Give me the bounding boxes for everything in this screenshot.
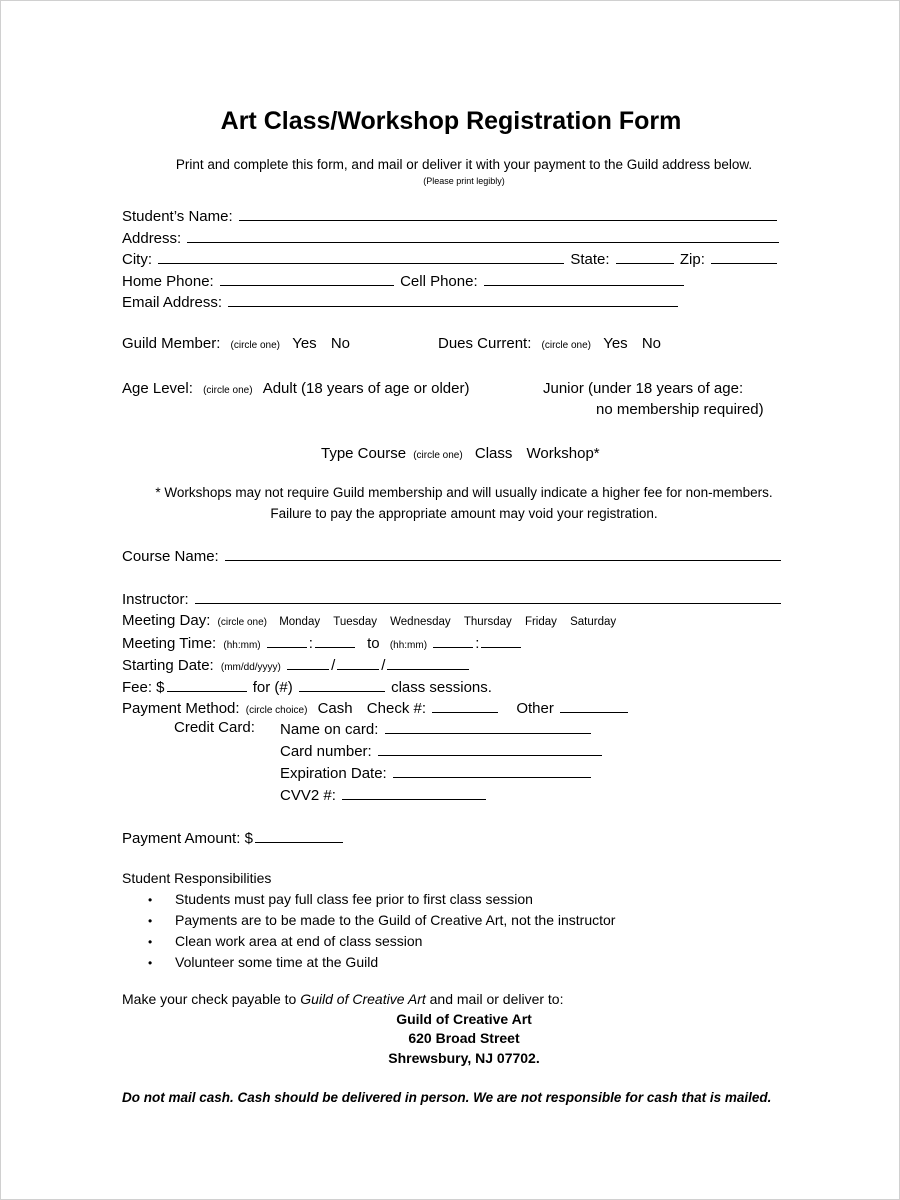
payment-amount-label: Payment Amount: $ — [122, 830, 253, 847]
payment-other-option[interactable]: Other — [516, 700, 554, 717]
age-adult-option[interactable]: Adult (18 years of age or older) — [262, 380, 470, 397]
day-friday[interactable]: Friday — [524, 616, 557, 628]
student-name-field[interactable] — [239, 206, 777, 221]
payable-suffix: and mail or deliver to: — [425, 991, 564, 1007]
payment-check-option[interactable]: Check #: — [366, 700, 426, 717]
start-minute-field[interactable] — [315, 633, 355, 648]
student-name-row — [122, 206, 779, 226]
meeting-day-label: Meeting Day: — [122, 612, 211, 629]
bullet-icon: • — [148, 914, 153, 928]
circle-one-note: (circle one) — [541, 340, 592, 351]
day-saturday[interactable]: Saturday — [570, 616, 617, 628]
age-level-row — [122, 380, 469, 400]
state-label: State: — [570, 251, 610, 268]
instructor-label: Instructor: — [122, 591, 189, 608]
card-name-label: Name on card: — [280, 721, 379, 738]
print-note: (Please print legibly) — [423, 176, 505, 186]
cvv-label: CVV2 #: — [280, 787, 336, 804]
guild-member-row — [122, 335, 350, 355]
list-item: Payments are to be made to the Guild of Creative Art, not the instructor — [175, 912, 616, 928]
city-label: City: — [122, 251, 152, 268]
card-name-field[interactable] — [385, 719, 591, 734]
check-number-field[interactable] — [432, 698, 498, 713]
card-number-field[interactable] — [378, 741, 602, 756]
email-field[interactable] — [228, 292, 678, 307]
other-payment-field[interactable] — [560, 698, 628, 713]
starting-date-row — [122, 655, 471, 677]
start-month-field[interactable] — [287, 655, 329, 670]
workshop-note-2: Failure to pay the appropriate amount may void your registration. — [270, 506, 658, 521]
phone-row — [122, 271, 686, 291]
state-field[interactable] — [616, 249, 674, 264]
day-thursday[interactable]: Thursday — [463, 616, 512, 628]
age-junior-option[interactable]: Junior (under 18 years of age: — [543, 380, 744, 397]
cvv-field[interactable] — [342, 785, 486, 800]
bullet-icon: • — [148, 893, 153, 907]
address-field[interactable] — [187, 228, 779, 243]
bullet-icon: • — [148, 935, 153, 949]
date-format-note: (mm/dd/yyyy) — [220, 662, 281, 673]
time-format-note: (hh:mm) — [223, 640, 261, 651]
expiration-row — [280, 763, 593, 783]
student-name-label: Student’s Name: — [122, 208, 233, 225]
mail-address-line-3: Shrewsbury, NJ 07702. — [388, 1050, 540, 1066]
time-colon: : — [475, 635, 480, 652]
circle-one-note: (circle one) — [217, 617, 268, 628]
card-name-row — [280, 719, 593, 739]
address-label: Address: — [122, 230, 182, 247]
page-title: Art Class/Workshop Registration Form — [220, 107, 682, 135]
payable-name: Guild of Creative Art — [300, 991, 426, 1007]
instructor-field[interactable] — [195, 589, 781, 604]
circle-one-note: (circle one) — [203, 385, 253, 396]
list-item: Students must pay full class fee prior to first class session — [175, 891, 533, 907]
expiration-field[interactable] — [393, 763, 591, 778]
time-to-label: to — [367, 635, 380, 652]
workshop-note-1: * Workshops may not require Guild membership and will usually indicate a higher fee for non-members. — [155, 485, 773, 500]
payment-cash-option[interactable]: Cash — [317, 700, 353, 717]
home-phone-label: Home Phone: — [122, 273, 214, 290]
city-field[interactable] — [158, 249, 564, 264]
payable-prefix: Make your check payable to — [122, 991, 301, 1007]
dues-current-label: Dues Current: — [438, 335, 532, 352]
instructor-row — [122, 589, 783, 609]
payable-line — [122, 991, 563, 1007]
date-slash: / — [381, 657, 386, 674]
end-minute-field[interactable] — [481, 633, 521, 648]
meeting-time-row — [122, 633, 523, 655]
address-row — [122, 228, 781, 248]
zip-label: Zip: — [679, 251, 705, 268]
age-junior-note: no membership required) — [596, 401, 764, 418]
zip-field[interactable] — [711, 249, 777, 264]
cash-warning: Do not mail cash. Cash should be delivered in person. We are not responsible for cash that is mailed. — [122, 1090, 772, 1105]
date-slash: / — [331, 657, 336, 674]
circle-choice-note: (circle choice) — [245, 705, 308, 716]
course-name-row — [122, 546, 783, 566]
age-level-label: Age Level: — [122, 380, 193, 397]
dues-current-row — [438, 335, 661, 355]
email-label: Email Address: — [122, 294, 223, 311]
type-workshop-option[interactable]: Workshop* — [526, 445, 600, 462]
fee-amount-field[interactable] — [167, 677, 247, 692]
day-tuesday[interactable]: Tuesday — [333, 616, 377, 628]
dues-current-no[interactable]: No — [641, 335, 662, 352]
email-row — [122, 292, 680, 312]
meeting-time-label: Meeting Time: — [122, 635, 217, 652]
payment-method-label: Payment Method: — [122, 700, 240, 717]
guild-member-yes[interactable]: Yes — [292, 335, 317, 352]
meeting-day-row — [122, 612, 616, 632]
type-course-row — [321, 445, 600, 465]
card-number-label: Card number: — [280, 743, 372, 760]
fee-for-label: for (#) — [252, 679, 293, 696]
home-phone-field[interactable] — [220, 271, 394, 286]
guild-member-label: Guild Member: — [122, 335, 221, 352]
cvv-row — [280, 785, 488, 805]
circle-one-note: (circle one) — [413, 450, 463, 461]
fee-row — [122, 677, 492, 697]
card-number-row — [280, 741, 604, 761]
mail-address-line-1: Guild of Creative Art — [396, 1011, 532, 1027]
start-hour-field[interactable] — [267, 633, 307, 648]
type-class-option[interactable]: Class — [474, 445, 513, 462]
day-monday[interactable]: Monday — [279, 616, 321, 628]
bullet-icon: • — [148, 956, 153, 970]
time-format-note: (hh:mm) — [389, 640, 428, 651]
start-day-field[interactable] — [337, 655, 379, 670]
session-count-field[interactable] — [299, 677, 385, 692]
payment-amount-row — [122, 828, 345, 848]
fee-sessions-label: class sessions. — [391, 679, 492, 696]
starting-date-label: Starting Date: — [122, 657, 214, 674]
list-item: Clean work area at end of class session — [175, 933, 423, 949]
instructions-text: Print and complete this form, and mail or deliver it with your payment to the Guild address below. — [175, 157, 753, 172]
start-year-field[interactable] — [387, 655, 469, 670]
course-name-field[interactable] — [225, 546, 781, 561]
course-name-label: Course Name: — [122, 548, 219, 565]
cell-phone-field[interactable] — [484, 271, 684, 286]
time-colon: : — [308, 635, 313, 652]
day-wednesday[interactable]: Wednesday — [390, 616, 451, 628]
circle-one-note: (circle one) — [230, 340, 281, 351]
payment-amount-field[interactable] — [255, 828, 343, 843]
credit-card-label[interactable]: Credit Card: — [174, 719, 255, 736]
mail-address-line-2: 620 Broad Street — [408, 1030, 520, 1046]
type-course-label: Type Course — [321, 445, 407, 462]
payment-method-row — [122, 698, 630, 720]
cell-phone-label: Cell Phone: — [400, 273, 478, 290]
expiration-label: Expiration Date: — [280, 765, 387, 782]
end-hour-field[interactable] — [433, 633, 473, 648]
fee-label: Fee: $ — [122, 679, 165, 696]
list-item: Volunteer some time at the Guild — [175, 954, 379, 970]
guild-member-no[interactable]: No — [330, 335, 351, 352]
responsibilities-heading: Student Responsibilities — [122, 870, 272, 886]
dues-current-yes[interactable]: Yes — [603, 335, 628, 352]
city-row — [122, 249, 779, 269]
